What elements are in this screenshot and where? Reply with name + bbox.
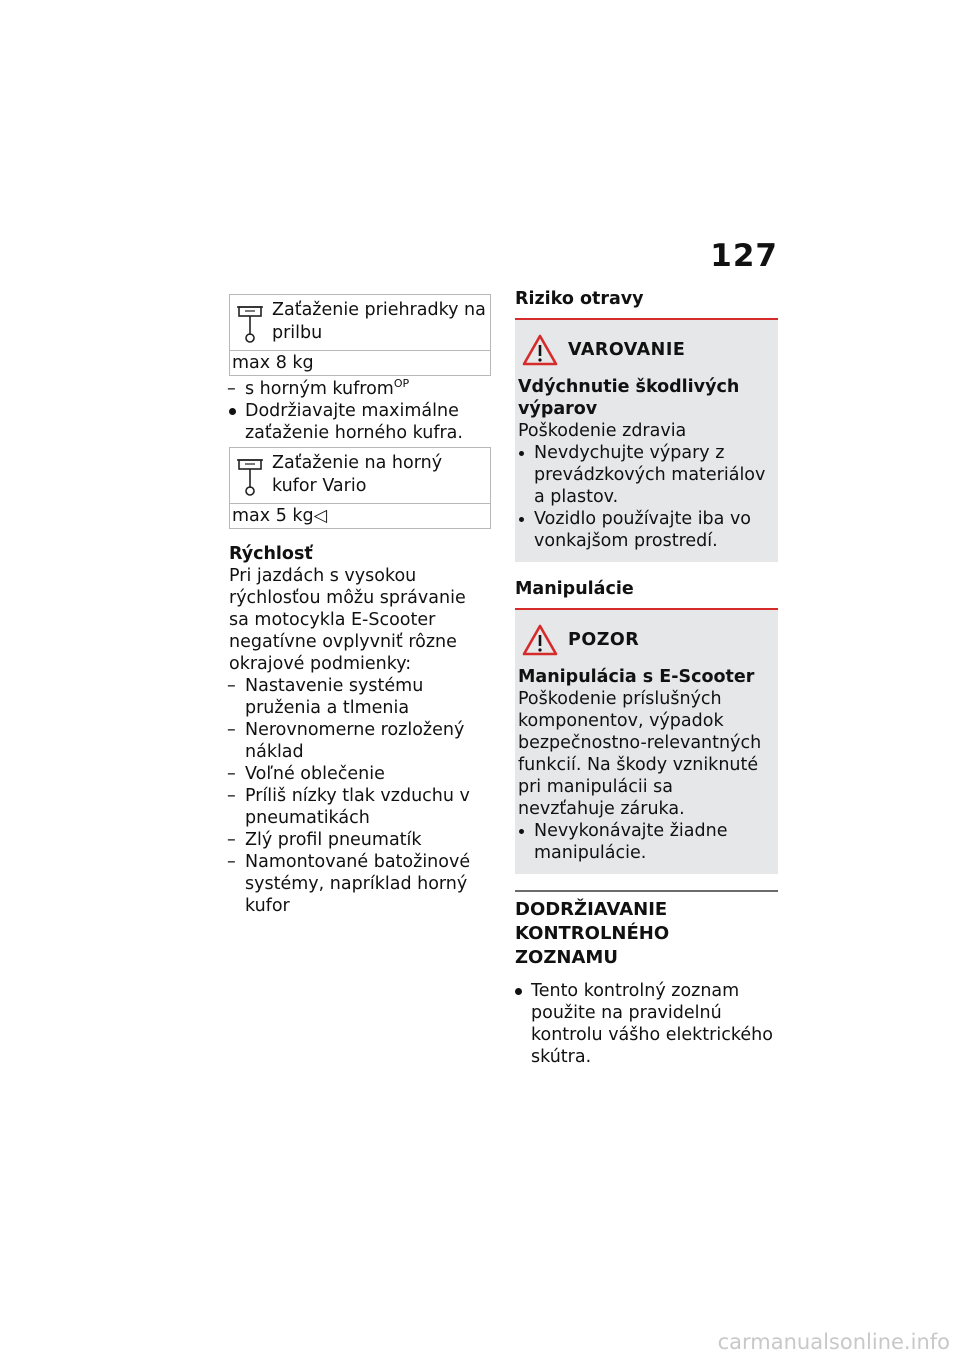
- warning-label: VAROVANIE: [568, 340, 686, 360]
- speed-list: [229, 675, 491, 917]
- op-label: OP: [393, 377, 410, 391]
- load-value: max 5 kg◁: [232, 506, 328, 526]
- load-title: Zaťaženie na horný kufor Vario: [272, 453, 443, 496]
- list-item: – Zlý profil pneumatík: [229, 829, 491, 851]
- right-column: [515, 288, 778, 1068]
- watermark-text: carmanualsonline.info: [717, 1330, 950, 1354]
- warning-bold: Vdýchnutie škodlivých výparov: [518, 377, 740, 419]
- list-item: – s horným kufrom$^{OP}$: [229, 378, 491, 400]
- list-item: Dodržiavajte maximálne zaťaženie horného kufra.: [229, 400, 491, 444]
- poison-heading: Riziko otravy: [515, 289, 644, 309]
- warning-triangle-icon: [522, 334, 558, 366]
- list-item: – Voľné oblečenie: [229, 763, 491, 785]
- load-table-top-case: [229, 447, 491, 529]
- weight-load-icon: [236, 452, 264, 498]
- speed-text: Pri jazdách s vysokou rýchlosťou môžu správanie sa motocykla E-Scooter negatívne ovplyvniť rôzne okrajové podmienky:: [229, 566, 466, 674]
- warning-triangle-icon: [522, 624, 558, 656]
- caution-text: Poškodenie príslušných komponentov, výpadok bezpečnostno-relevantných funkcií. Na škody vzniknuté pri manipulácii sa nevzťahuje záruka.: [518, 689, 762, 819]
- caution-box: [515, 608, 778, 874]
- list-item: Nevdychujte výpary z prevádzkových materiálov a plastov.: [518, 442, 770, 508]
- list-item: – Nastavenie systému pruženia a tlmenia: [229, 675, 491, 719]
- list-item: Tento kontrolný zoznam použite na pravidelnú kontrolu vášho elektrického skútra.: [515, 980, 778, 1068]
- left-column: [229, 294, 491, 917]
- speed-heading: Rýchlosť: [229, 544, 313, 564]
- list-item: Vozidlo používajte iba vo vonkajšom prostredí.: [518, 508, 770, 552]
- weight-load-icon: [236, 299, 264, 345]
- warning-box: [515, 318, 778, 562]
- list-item: – Namontované batožinové systémy, napríklad horný kufor: [229, 851, 491, 917]
- load-table-helmet: [229, 294, 491, 376]
- caution-label: POZOR: [568, 630, 640, 650]
- load-title: Zaťaženie priehradky na prilbu: [272, 300, 486, 343]
- page-number: 127: [710, 238, 778, 274]
- load-value: max 8 kg: [232, 353, 314, 373]
- caution-bold: Manipulácia s E-Scooter: [518, 667, 755, 687]
- list-item: – Príliš nízky tlak vzduchu v pneumatikách: [229, 785, 491, 829]
- section-title: DODRŽIAVANIE KONTROLNÉHO ZOZNAMU: [515, 899, 670, 968]
- list-item: Nevykonávajte žiadne manipulácie.: [518, 820, 770, 864]
- warning-text: Poškodenie zdravia: [518, 421, 687, 441]
- list-item: – Nerovnomerne rozložený náklad: [229, 719, 491, 763]
- manipulation-heading: Manipulácie: [515, 579, 634, 599]
- section-checklist: [515, 890, 778, 1068]
